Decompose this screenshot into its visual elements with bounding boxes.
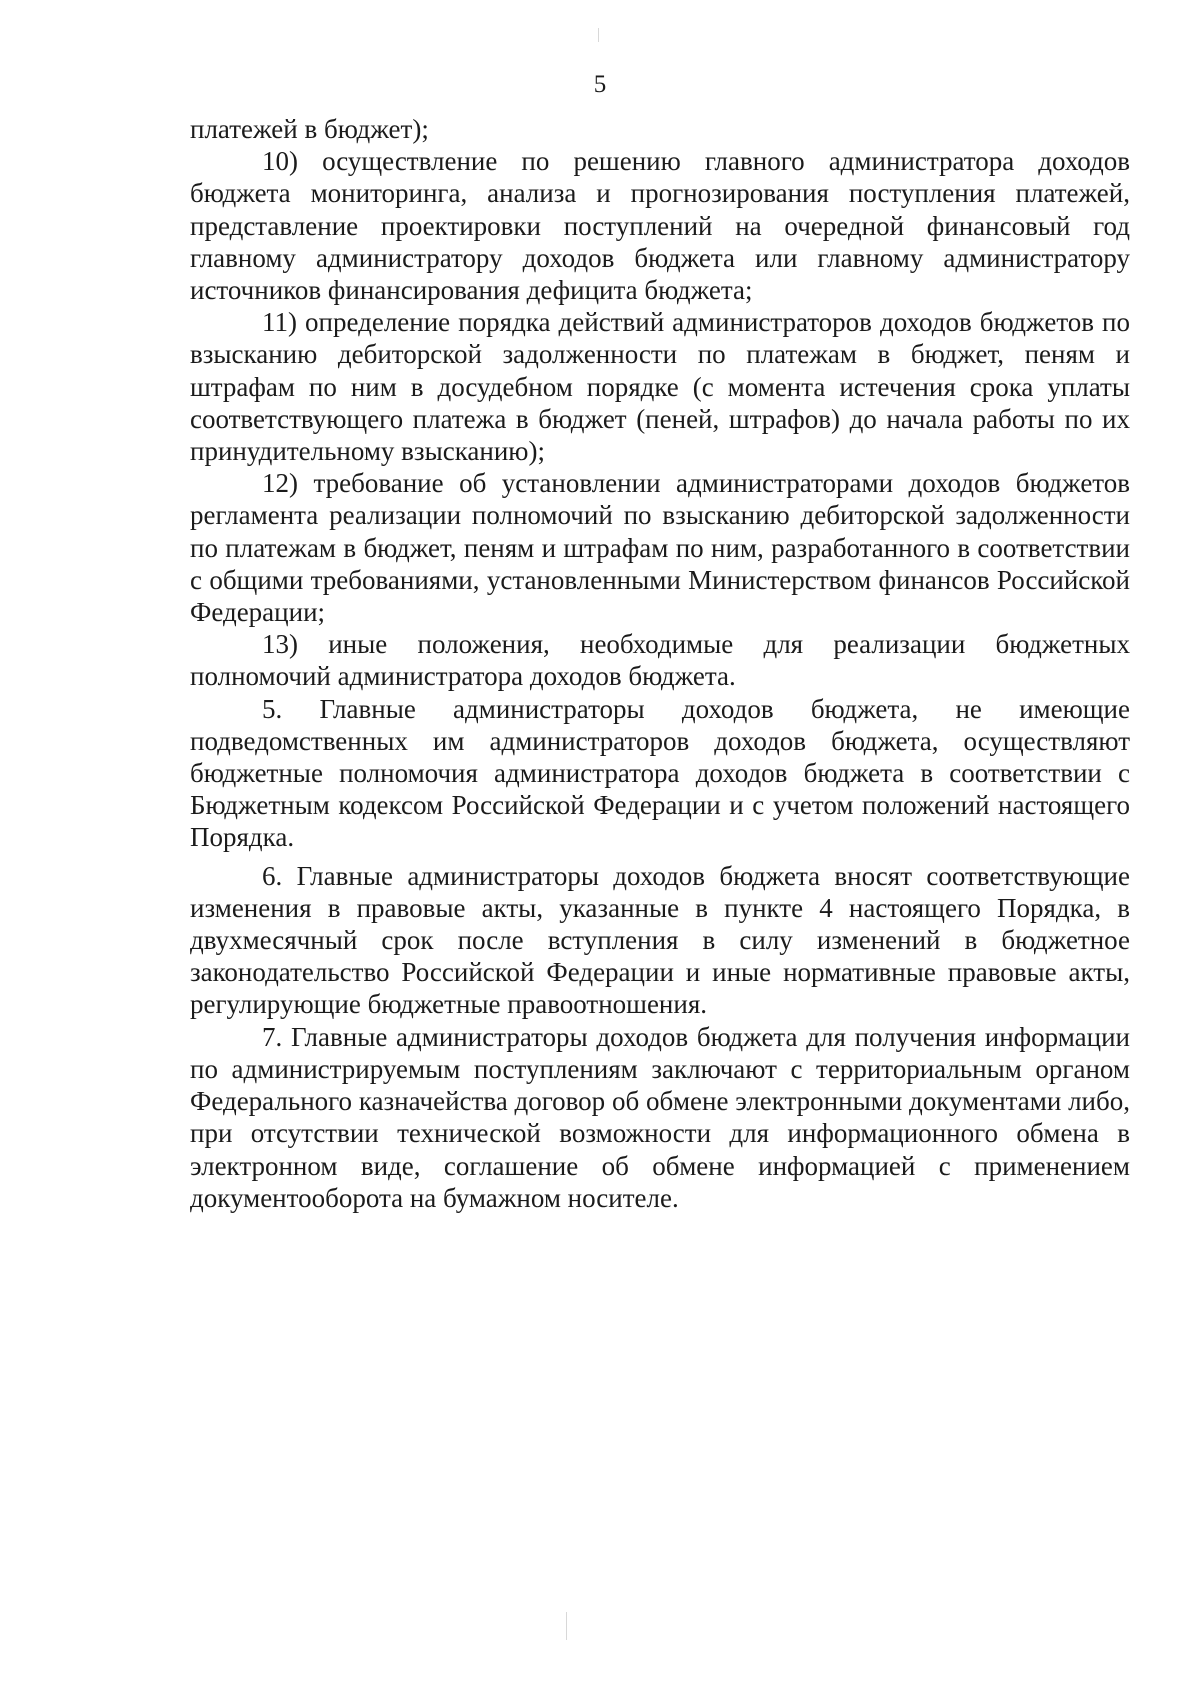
paragraph-section-5: 5. Главные администраторы доходов бюджета, не имеющие подведомственных им администраторов доходов бюджета, осуществляют бюджетные полномочия администратора доходов бюджета в соответствии с Бюджетным кодексом Российской Федерации и с учетом положений настоящего Порядка. bbox=[190, 693, 1130, 853]
paragraph-item-12: 12) требование об установлении администраторами доходов бюджетов регламента реализации полномочий по взысканию дебиторской задолженности по платежам в бюджет, пеням и штрафам по ним, разработанного в соответствии с общими требованиями, установленными Министерством финансов Российской Федерации; bbox=[190, 468, 1130, 628]
paragraph-continuation: платежей в бюджет); bbox=[190, 114, 429, 144]
paragraph-section-7: 7. Главные администраторы доходов бюджета для получения информации по администрируемым поступлениям заключают с территориальным органом Федерального казначейства договор об обмене электронными документами либо, при отсутствии технической возможности для информационного обмена в электронном виде, соглашение об обмене информацией с применением документооборота на бумажном носителе. bbox=[190, 1021, 1130, 1213]
paragraph-item-10: 10) осуществление по решению главного администратора доходов бюджета мониторинга, анализа и прогнозирования поступления платежей, представление проектировки поступлений на очередной финансовый год главному администратору доходов бюджета или главному администратору источников финансирования дефицита бюджета; bbox=[190, 146, 1130, 306]
paragraph-item-13: 13) иные положения, необходимые для реализации бюджетных полномочий администратора доходов бюджета. bbox=[190, 629, 1130, 692]
document-body bbox=[190, 113, 1130, 1214]
page-number: 5 bbox=[593, 71, 607, 98]
scan-artifact-top bbox=[598, 28, 599, 42]
paragraph-section-6: 6. Главные администраторы доходов бюджета вносят соответствующие изменения в правовые акты, указанные в пункте 4 настоящего Порядка, в двухмесячный срок после вступления в силу изменений в бюджетное законодательство Российской Федерации и иные нормативные правовые акты, регулирующие бюджетные правоотношения. bbox=[190, 860, 1130, 1020]
scan-artifact-bottom bbox=[566, 1612, 567, 1640]
paragraph-item-11: 11) определение порядка действий администраторов доходов бюджетов по взысканию дебиторской задолженности по платежам в бюджет, пеням и штрафам по ним в досудебном порядке (с момента истечения срока уплаты соответствующего платежа в бюджет (пеней, штрафов) до начала работы по их принудительному взысканию); bbox=[190, 307, 1130, 467]
